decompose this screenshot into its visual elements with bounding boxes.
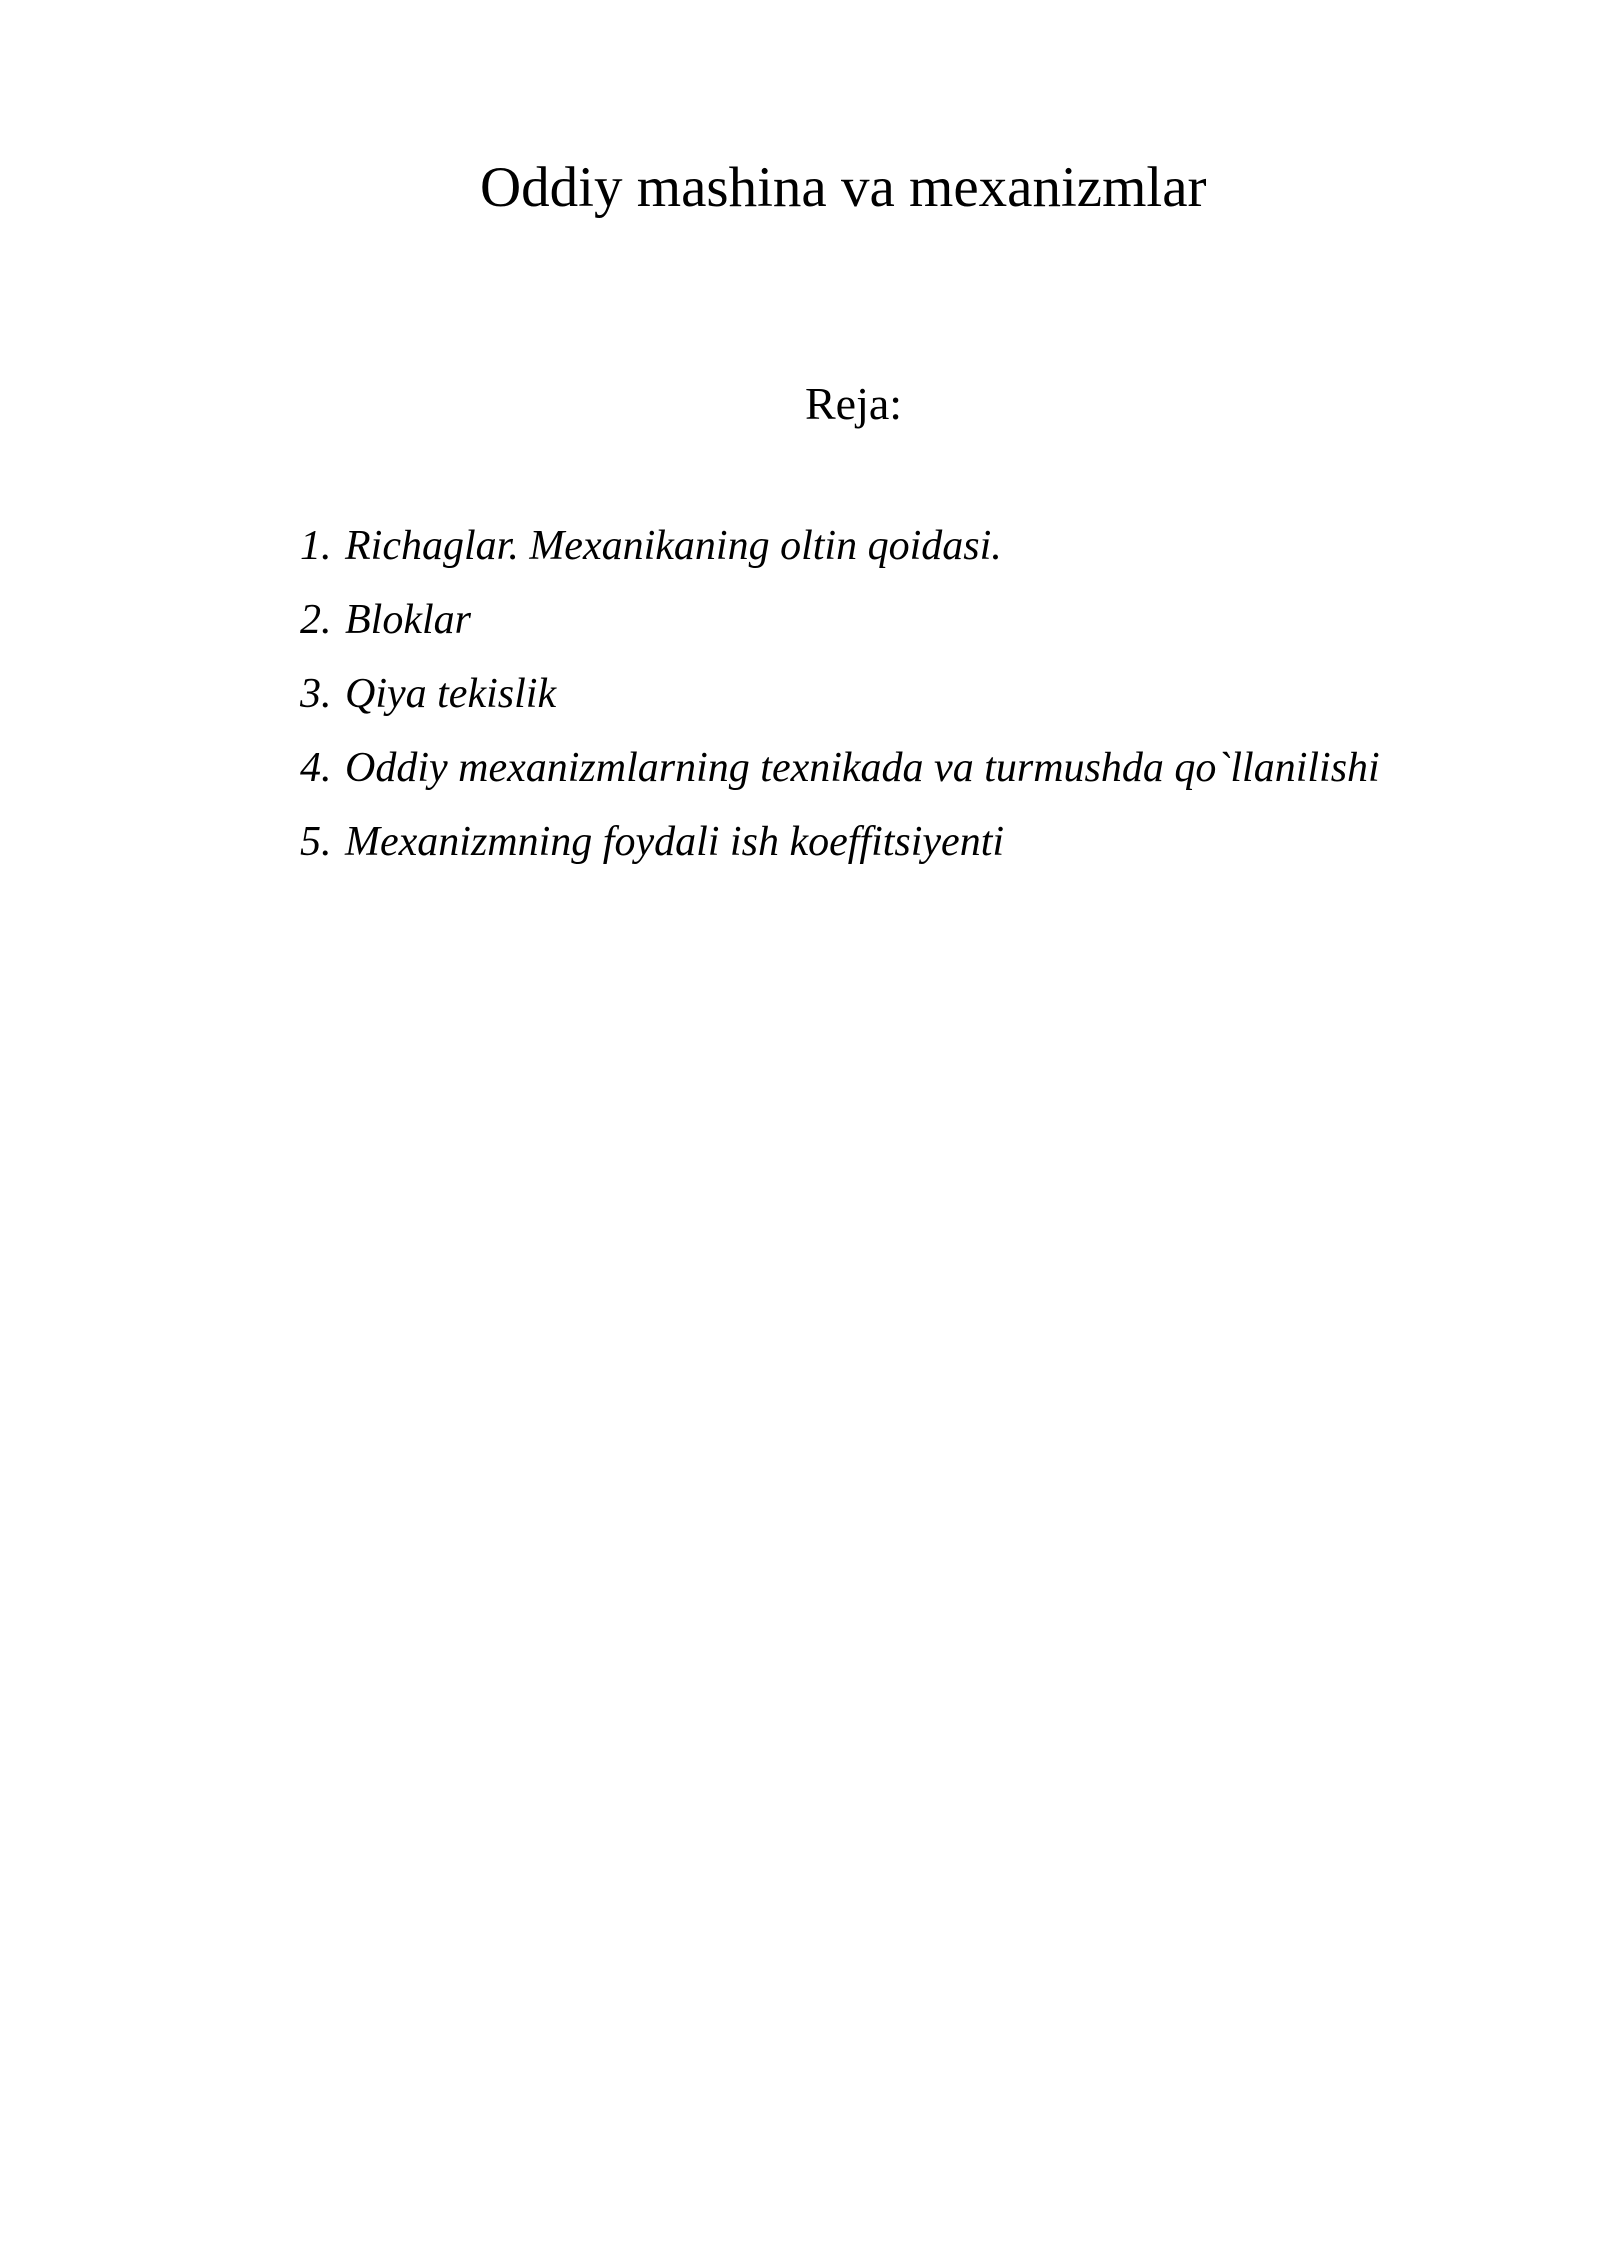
plan-item-5 xyxy=(300,805,1380,879)
plan-item-1 xyxy=(300,509,1380,583)
plan-item-4 xyxy=(300,731,1380,805)
plan-item-number: 5. xyxy=(300,819,332,865)
plan-item-text: Qiya tekislik xyxy=(345,671,557,717)
plan-item-text: Oddiy mexanizmlarning texnikada va turmushda qo`llanilishi xyxy=(345,745,1380,791)
plan-item-number: 1. xyxy=(300,523,332,569)
plan-item-text: Bloklar xyxy=(345,597,471,643)
plan-heading: Reja: xyxy=(805,378,903,429)
plan-item-text: Richaglar. Mexanikaning oltin qoidasi. xyxy=(345,523,1002,569)
page-title: Oddiy mashina va mexanizmlar xyxy=(480,156,1207,219)
plan-item-number: 4. xyxy=(300,745,332,791)
plan-list xyxy=(300,509,1380,879)
plan-item-3 xyxy=(300,657,1380,731)
plan-item-number: 3. xyxy=(300,671,332,717)
plan-item-number: 2. xyxy=(300,597,332,643)
plan-item-text: Mexanizmning foydali ish koeffitsiyenti xyxy=(345,819,1005,865)
plan-item-2 xyxy=(300,583,1380,657)
